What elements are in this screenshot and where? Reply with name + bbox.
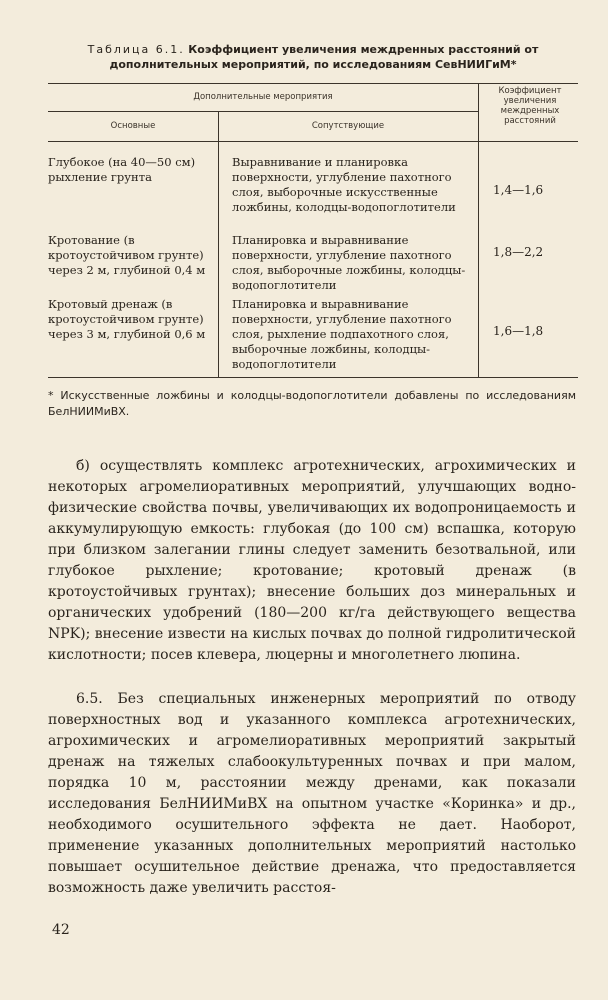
table-footnote: * Искусственные ложбины и колодцы-водопоглотители добавлены по исследованиям БелНИИМиВХ.: [48, 389, 576, 418]
paragraph-b: б) осуществлять комплекс агротехнических, агрохимических и некоторых агромелиоративных мероприятий, улучшающих водно-физические свойства почвы, увеличивающих их водопроницаемость и аккумулирующую емкость: глубокая (до 100 см) вспашка, которую при близком залегании глины следует заменить безотвальной, или глубокое рыхление; кротование; кротовый дренаж (в кротоустойчивых грунтах); внесение больших доз минеральных и органических удобрений (180—200 кг/га действующего вещества NPK); внесение извести на кислых почвах до полной гидролитической кислотности; посев клевера, люцерны и многолетнего люпина.: [48, 458, 576, 663]
table-caption-label: Таблица 6.1.: [87, 43, 185, 56]
header-main: Основные: [110, 121, 156, 131]
group-header-rule: [48, 111, 478, 112]
header-coefficient: Коэффициент увеличения междренных расстояний: [498, 86, 562, 126]
row-2-main: Кротование (в кротоустойчивом грунте) через 2 м, глубиной 0,4 м: [48, 233, 206, 277]
table-top-rule: [48, 83, 578, 84]
table-caption: [48, 42, 578, 72]
column-divider-2: [478, 83, 479, 377]
row-3-main: Кротовый дренаж (в кротоустойчивом грунте) через 3 м, глубиной 0,6 м: [48, 297, 206, 341]
paragraph-6-5: 6.5. Без специальных инженерных мероприятий по отводу поверхностных вод и указанного комплекса агротехнических, агрохимических и агромелиоративных мероприятий закрытый дренаж на тяжелых слабоокультуренных почвах и при малом, порядка 10 м, расстоянии между дренами, как показали исследования БелНИИМиВХ на опытном участке «Коринка» и др., необходимого осушительного эффекта не дает. Наоборот, применение указанных дополнительных мероприятий настолько повышает осушительное действие дренажа, что предоставляется возможность даже увеличить расстоя-: [48, 691, 576, 896]
row-2-coefficient: 1,8—2,2: [493, 245, 544, 259]
row-1-accompanying: Выравнивание и планировка поверхности, углубление пахотного слоя, выборочные искусственные ложбины, колодцы-водопоглотители: [232, 155, 456, 214]
row-2-accompanying: Планировка и выравнивание поверхности, углубление пахотного слоя, выборочные ложбины, колодцы-водопоглотители: [232, 233, 466, 292]
header-accompanying: Сопутствующие: [311, 121, 385, 131]
row-3-accompanying: Планировка и выравнивание поверхности, углубление пахотного слоя, рыхление подпахотного слоя, выборочные ложбины, колодцы-водопоглотители: [232, 297, 452, 371]
row-3-coefficient: 1,6—1,8: [493, 324, 544, 338]
page-number: 42: [52, 922, 70, 938]
table-bottom-rule: [48, 377, 578, 378]
header-additional-measures: Дополнительные мероприятия: [193, 92, 333, 102]
row-1-coefficient: 1,4—1,6: [493, 183, 544, 197]
column-divider-1: [218, 111, 219, 377]
table-caption-title: Коэффициент увеличения междренных расстояний от дополнительных мероприятий, по исследованиям СевНИИГиМ*: [109, 43, 539, 71]
row-1-main: Глубокое (на 40—50 см) рыхление грунта: [48, 155, 196, 184]
table-header-rule: [48, 141, 578, 142]
